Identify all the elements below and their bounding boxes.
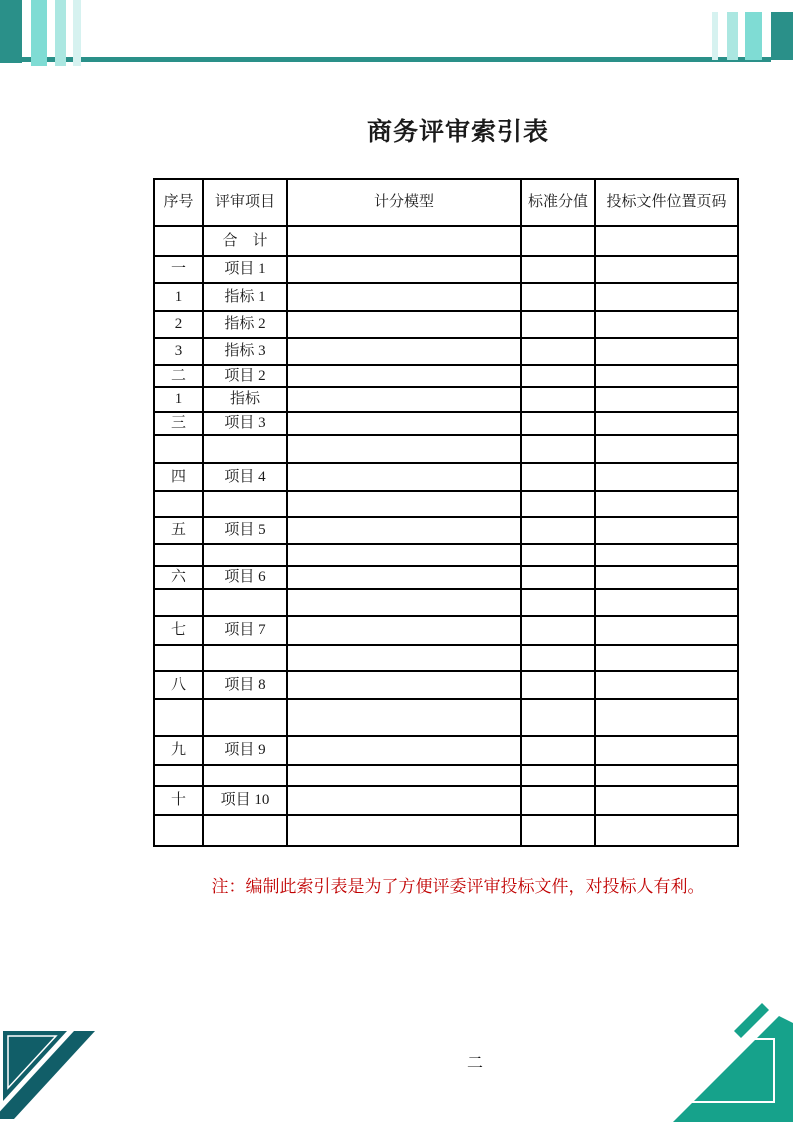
cell-score: [521, 645, 595, 671]
table-row: [154, 786, 738, 815]
cell-model: [287, 645, 521, 671]
cell-score: [521, 491, 595, 517]
cell-page: [595, 699, 738, 736]
cell-model: [287, 589, 521, 616]
table-row: [154, 815, 738, 846]
cell-model: [287, 699, 521, 736]
cell-model: [287, 365, 521, 387]
cell-score: [521, 387, 595, 412]
cell-score: [521, 256, 595, 283]
cell-score: [521, 589, 595, 616]
cell-seq: [154, 815, 203, 846]
cell-model: [287, 517, 521, 544]
cell-seq: 四: [154, 463, 203, 491]
top-horizontal-rule: [22, 57, 771, 62]
cell-seq: [154, 491, 203, 517]
cell-seq: [154, 435, 203, 463]
cell-model: [287, 616, 521, 645]
table-row: [154, 491, 738, 517]
header-cell: 计分模型: [287, 179, 521, 226]
cell-seq: [154, 544, 203, 566]
cell-page: [595, 786, 738, 815]
cell-seq: 五: [154, 517, 203, 544]
cell-score: [521, 671, 595, 699]
cell-score: [521, 736, 595, 765]
table-row: [154, 699, 738, 736]
cell-page: [595, 589, 738, 616]
cell-seq: 六: [154, 566, 203, 589]
cell-item: 指标 1: [203, 283, 287, 311]
cell-page: [595, 226, 738, 256]
table-row: [154, 616, 738, 645]
cell-score: [521, 226, 595, 256]
table-row: [154, 256, 738, 283]
cell-item: 项目 10: [203, 786, 287, 815]
page-number: 二: [466, 1055, 483, 1072]
table-row: [154, 311, 738, 338]
cell-score: [521, 365, 595, 387]
cell-model: [287, 226, 521, 256]
cell-item: 合 计: [203, 226, 287, 256]
cell-model: [287, 671, 521, 699]
cell-item: 项目 3: [203, 412, 287, 435]
cell-item: [203, 699, 287, 736]
table-row: [154, 338, 738, 365]
cell-item: [203, 815, 287, 846]
cell-score: [521, 283, 595, 311]
cell-item: 项目 1: [203, 256, 287, 283]
cell-page: [595, 311, 738, 338]
cell-seq: 七: [154, 616, 203, 645]
table-row: [154, 412, 738, 435]
cell-page: [595, 544, 738, 566]
cell-seq: 三: [154, 412, 203, 435]
top-left-bar-2: [55, 0, 66, 66]
table-row: [154, 736, 738, 765]
cell-score: [521, 338, 595, 365]
cell-seq: [154, 645, 203, 671]
cell-page: [595, 463, 738, 491]
table-row: [154, 544, 738, 566]
table-row: [154, 566, 738, 589]
top-right-accent-block: [771, 12, 793, 60]
top-right-bar-1: [712, 12, 718, 60]
cell-page: [595, 387, 738, 412]
cell-item: 指标 2: [203, 311, 287, 338]
cell-model: [287, 463, 521, 491]
cell-page: [595, 765, 738, 786]
cell-seq: 九: [154, 736, 203, 765]
table-row: [154, 517, 738, 544]
cell-score: [521, 311, 595, 338]
cell-item: 项目 9: [203, 736, 287, 765]
cell-page: [595, 435, 738, 463]
table-row: [154, 283, 738, 311]
cell-seq: 二: [154, 365, 203, 387]
header-row: [154, 179, 738, 226]
cell-seq: [154, 699, 203, 736]
cell-item: 指标 3: [203, 338, 287, 365]
cell-seq: 十: [154, 786, 203, 815]
cell-model: [287, 435, 521, 463]
cell-page: [595, 412, 738, 435]
cell-model: [287, 544, 521, 566]
cell-page: [595, 616, 738, 645]
cell-model: [287, 566, 521, 589]
cell-page: [595, 365, 738, 387]
cell-score: [521, 786, 595, 815]
cell-item: [203, 645, 287, 671]
cell-score: [521, 517, 595, 544]
cell-seq: [154, 589, 203, 616]
cell-score: [521, 544, 595, 566]
cell-page: [595, 517, 738, 544]
cell-item: [203, 544, 287, 566]
table-row: [154, 387, 738, 412]
cell-seq: 1: [154, 387, 203, 412]
cell-page: [595, 645, 738, 671]
cell-model: [287, 338, 521, 365]
cell-item: [203, 491, 287, 517]
cell-seq: 一: [154, 256, 203, 283]
cell-score: [521, 699, 595, 736]
table-row: [154, 463, 738, 491]
footnote: 注：编制此索引表是为了方便评委评审投标文件，对投标人有利。: [211, 877, 705, 896]
cell-score: [521, 463, 595, 491]
top-left-bar-3: [73, 0, 81, 66]
cell-item: 项目 6: [203, 566, 287, 589]
table-row: [154, 226, 738, 256]
cell-seq: [154, 765, 203, 786]
header-cell: 评审项目: [203, 179, 287, 226]
cell-model: [287, 786, 521, 815]
cell-item: [203, 435, 287, 463]
cell-page: [595, 491, 738, 517]
top-left-accent-block: [0, 0, 22, 63]
header-cell: 标准分值: [521, 179, 595, 226]
top-right-bar-2: [727, 12, 738, 60]
cell-model: [287, 387, 521, 412]
cell-model: [287, 311, 521, 338]
cell-model: [287, 736, 521, 765]
review-index-table: [153, 178, 739, 847]
cell-seq: 八: [154, 671, 203, 699]
cell-model: [287, 815, 521, 846]
cell-item: 指标: [203, 387, 287, 412]
cell-model: [287, 256, 521, 283]
cell-page: [595, 283, 738, 311]
cell-item: [203, 589, 287, 616]
cell-seq: 2: [154, 311, 203, 338]
table-row: [154, 645, 738, 671]
table-row: [154, 671, 738, 699]
top-right-bar-3: [745, 12, 762, 60]
cell-score: [521, 815, 595, 846]
header-cell: 序号: [154, 179, 203, 226]
cell-score: [521, 616, 595, 645]
cell-score: [521, 566, 595, 589]
cell-item: 项目 5: [203, 517, 287, 544]
cell-item: 项目 7: [203, 616, 287, 645]
table-row: [154, 365, 738, 387]
cell-page: [595, 566, 738, 589]
table-row: [154, 765, 738, 786]
cell-model: [287, 283, 521, 311]
cell-page: [595, 256, 738, 283]
cell-seq: 3: [154, 338, 203, 365]
cell-score: [521, 412, 595, 435]
bottom-left-corner-ornament: [0, 1020, 110, 1122]
cell-page: [595, 671, 738, 699]
cell-item: 项目 8: [203, 671, 287, 699]
cell-page: [595, 338, 738, 365]
page-title: 商务评审索引表: [366, 119, 549, 146]
top-left-bar-1: [31, 0, 47, 66]
cell-page: [595, 815, 738, 846]
cell-model: [287, 491, 521, 517]
cell-seq: 1: [154, 283, 203, 311]
cell-item: 项目 2: [203, 365, 287, 387]
table-row: [154, 589, 738, 616]
cell-model: [287, 765, 521, 786]
bottom-right-corner-ornament: [630, 980, 793, 1122]
cell-item: 项目 4: [203, 463, 287, 491]
cell-item: [203, 765, 287, 786]
cell-score: [521, 435, 595, 463]
cell-page: [595, 736, 738, 765]
cell-score: [521, 765, 595, 786]
table-row: [154, 435, 738, 463]
cell-model: [287, 412, 521, 435]
header-cell: 投标文件位置页码: [595, 179, 738, 226]
cell-seq: [154, 226, 203, 256]
